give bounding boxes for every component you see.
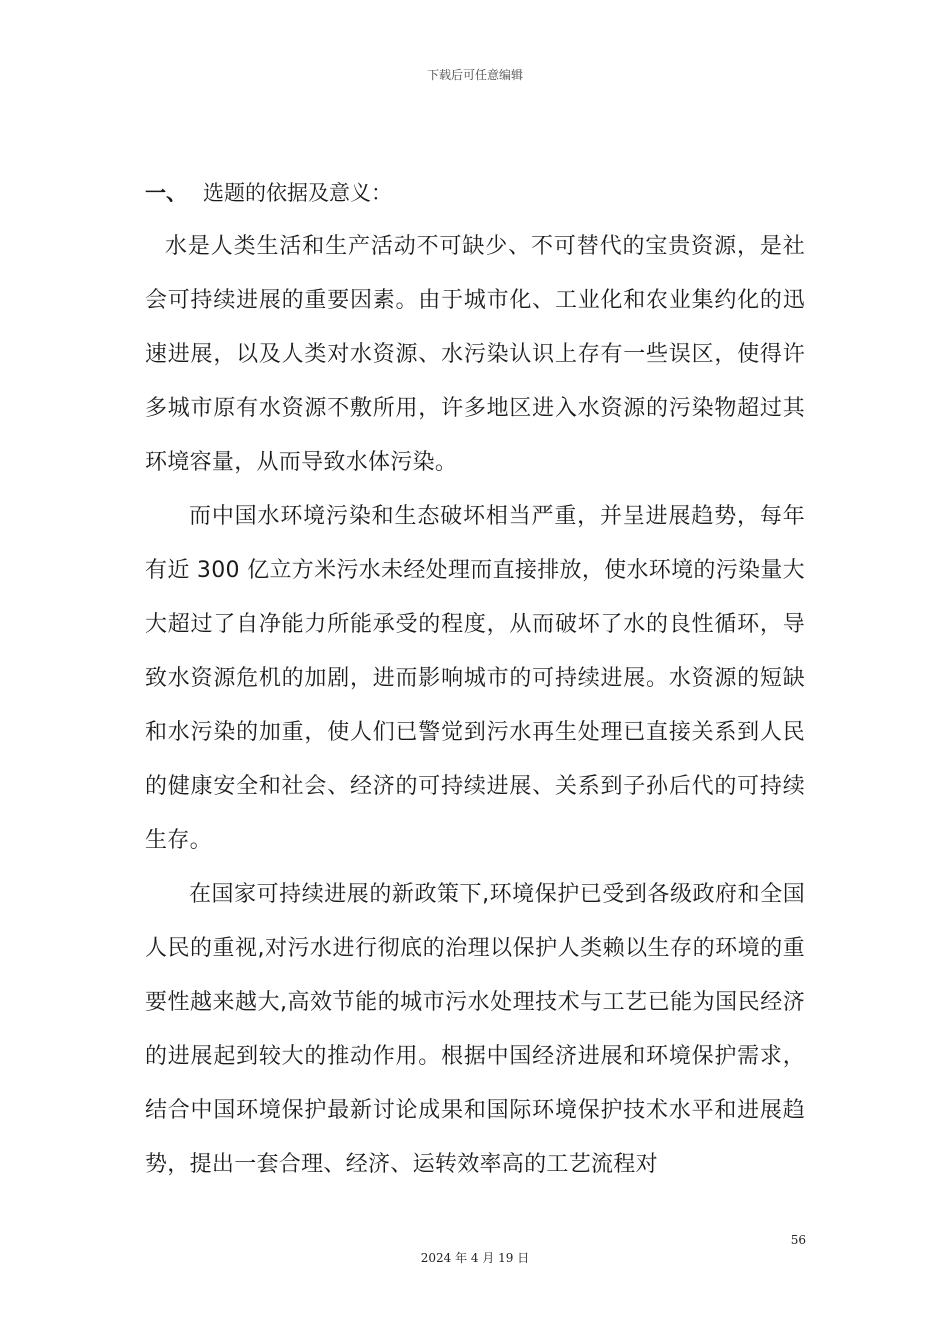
section-title: 选题的依据及意义：: [203, 181, 392, 205]
paragraph-1: 水是人类生活和生产活动不可缺少、不可替代的宝贵资源，是社会可持续进展的重要因素。由于城市化、工业化和农业集约化的迅速进展，以及人类对水资源、水污染认识上存有一些误区，使得许多城市原有水资源不敷所用，许多地区进入水资源的污染物超过其环境容量，从而导致水体污染。: [145, 234, 805, 475]
section-number: 一、: [145, 181, 187, 205]
page-number: 56: [790, 1233, 806, 1247]
document-body: [145, 166, 805, 1192]
footer-date: 2024 年 4 月 19 日: [420, 1251, 530, 1265]
page-header: 下载后可任意编辑: [426, 68, 523, 82]
section-heading: [145, 166, 805, 220]
paragraph-3: 在国家可持续进展的新政策下,环境保护已受到各级政府和全国人民的重视,对污水进行彻底的治理以保护人类赖以生存的环境的重要性越来越大,高效节能的城市污水处理技术与工艺已能为国民经济的进展起到较大的推动作用。根据中国经济进展和环境保护需求，结合中国环境保护最新讨论成果和国际环境保护技术水平和进展趋势，提出一套合理、经济、运转效率高的工艺流程对: [145, 882, 805, 1177]
paragraph-2: 而中国水环境污染和生态破坏相当严重，并呈进展趋势，每年有近 300 亿立方米污水未经处理而直接排放，使水环境的污染量大大超过了自净能力所能承受的程度，从而破坏了水的良性循环，导致水资源危机的加剧，进而影响城市的可持续进展。水资源的短缺和水污染的加重，使人们已警觉到污水再生处理已直接关系到人民的健康安全和社会、经济的可持续进展、关系到子孙后代的可持续生存。: [145, 504, 805, 853]
